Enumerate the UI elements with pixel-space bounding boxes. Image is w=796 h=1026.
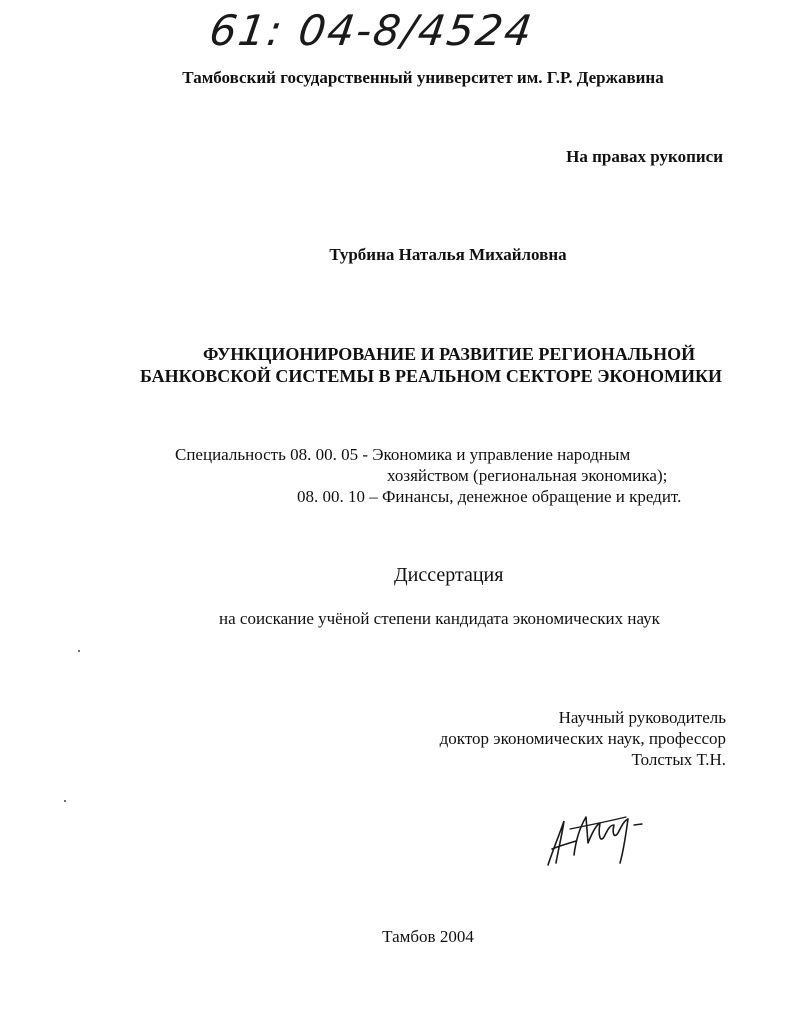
author-name: Турбина Наталья Михайловна [329, 245, 567, 264]
handwritten-catalog-code: 61: 04-8/4524 [206, 6, 537, 55]
advisor-name: Толстых Т.Н. [631, 750, 726, 769]
manuscript-rights-note: На правах рукописи [566, 147, 723, 166]
university-name: Тамбовский государственный университет им. Г.Р. Державина [182, 68, 664, 87]
thesis-title-line-1: ФУНКЦИОНИРОВАНИЕ И РАЗВИТИЕ РЕГИОНАЛЬНОЙ [203, 344, 696, 364]
scan-speck [78, 650, 80, 652]
specialty-line-3: 08. 00. 10 – Финансы, денежное обращение и кредит. [297, 487, 682, 506]
handwritten-signature [540, 803, 650, 873]
specialty-line-2: хозяйством (региональная экономика); [387, 466, 668, 485]
document-type: Диссертация [394, 564, 504, 586]
thesis-title-line-2: БАНКОВСКОЙ СИСТЕМЫ В РЕАЛЬНОМ СЕКТОРЕ ЭКОНОМИКИ [140, 366, 723, 386]
scan-speck [64, 800, 66, 802]
specialty-line-1: Специальность 08. 00. 05 - Экономика и управление народным [175, 445, 631, 464]
advisor-degree: доктор экономических наук, профессор [439, 729, 726, 748]
advisor-role: Научный руководитель [558, 708, 726, 727]
city-and-year: Тамбов 2004 [382, 927, 474, 946]
degree-statement: на соискание учёной степени кандидата экономических наук [219, 609, 660, 628]
